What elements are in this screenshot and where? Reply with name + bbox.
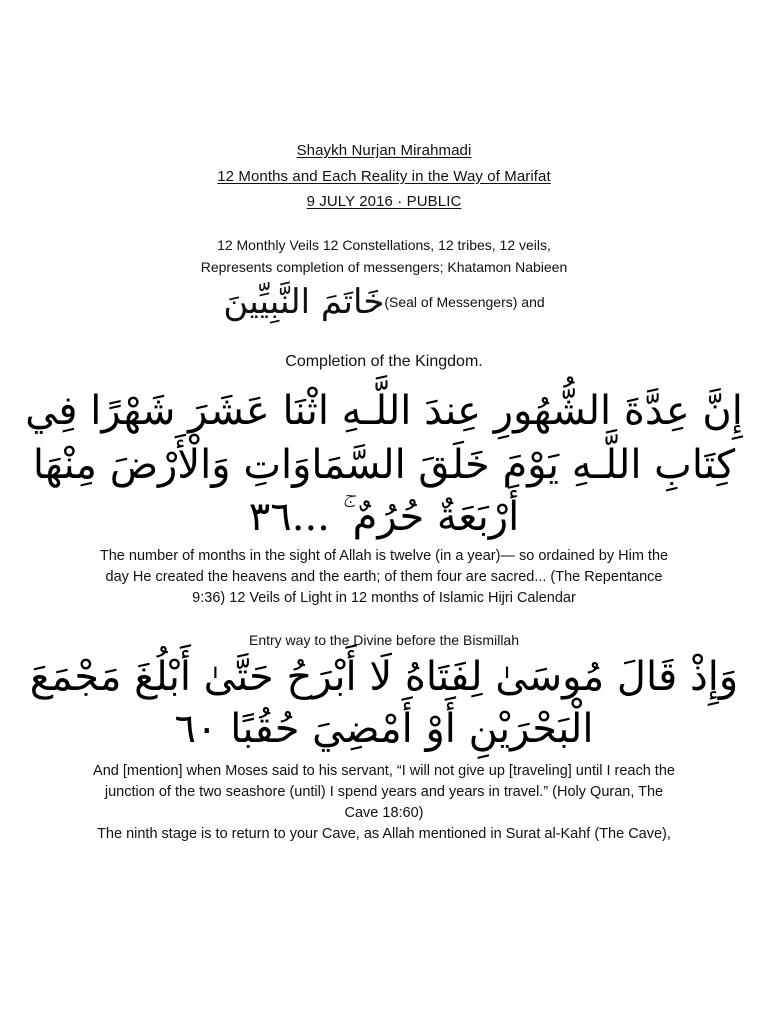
intro-line-1: 12 Monthly Veils 12 Constellations, 12 tribes, 12 veils, <box>217 237 551 253</box>
seal-line <box>0 282 768 322</box>
page-title: 12 Months and Each Reality in the Way of Marifat <box>217 168 551 185</box>
verse2-line-2: الْبَحْرَيْنِ أَوْ أَمْضِيَ حُقُبًا ٦٠ <box>174 706 594 752</box>
seal-arabic: خَاتَمَ النَّبِيِّينَ <box>223 282 385 322</box>
verse2-line-1: وَإِذْ قَالَ مُوسَىٰ لِفَتَاهُ لَا أَبْرَحُ حَتَّىٰ أَبْلُغَ مَجْمَعَ <box>29 654 739 700</box>
author-name: Shaykh Nurjan Mirahmadi <box>296 142 472 159</box>
verse1-line-2: كِتَابِ اللَّـهِ يَوْمَ خَلَقَ السَّمَاوَاتِ وَالْأَرْضَ مِنْهَا <box>32 442 736 488</box>
verse1-line-1: إِنَّ عِدَّةَ الشُّهُورِ عِندَ اللَّـهِ اثْنَا عَشَرَ شَهْرًا فِي <box>25 388 743 434</box>
verse1-line-3: أَرْبَعَةٌ حُرُمٌ ۚ ...٣٦ <box>248 494 520 540</box>
ninth-stage-text: The ninth stage is to return to your Cave, as Allah mentioned in Surat al-Kahf (The Cave), <box>97 826 671 842</box>
translation-1: The number of months in the sight of Allah is twelve (in a year)— so ordained by Him the day He created the heavens and the earth; of them four are sacred... (The Repentance 9:36) 12 Veils of Light in 12 months of Islamic Hijri Calendar <box>99 548 669 606</box>
intro-line-2: Represents completion of messengers; Khatamon Nabieen <box>200 259 568 275</box>
entry-heading: Entry way to the Divine before the Bismillah <box>248 632 519 648</box>
translation-2: And [mention] when Moses said to his servant, “I will not give up [traveling] until I reach the junction of the two seashore (until) I spend years and years in travel.” (Holy Quran, The Cave 18:60) <box>93 763 675 821</box>
completion-line: Completion of the Kingdom. <box>285 353 483 370</box>
seal-english: (Seal of Messengers) and <box>384 294 545 310</box>
date-line: 9 JULY 2016 · PUBLIC <box>306 193 462 210</box>
